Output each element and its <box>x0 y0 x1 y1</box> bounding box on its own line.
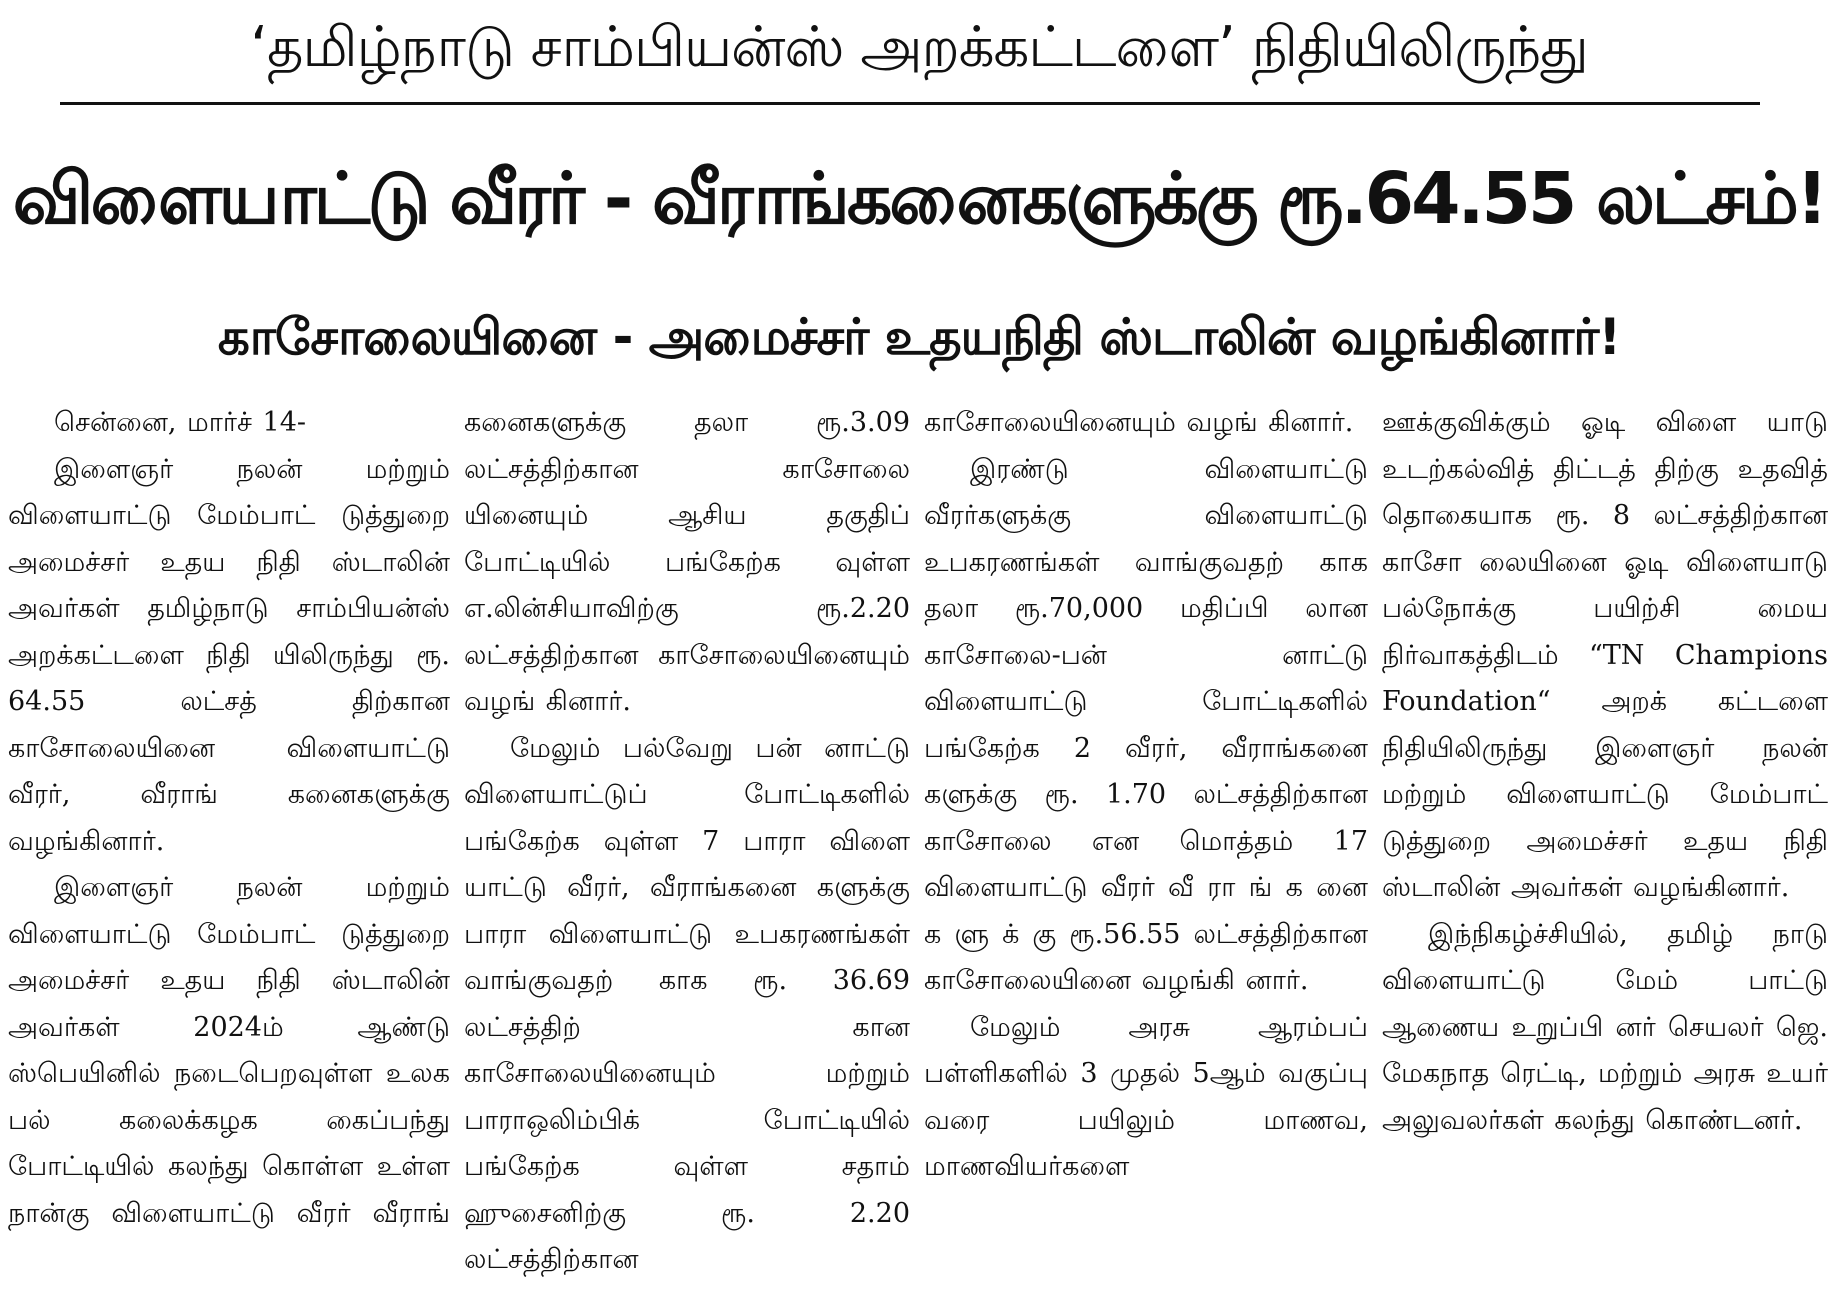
article-column-3 <box>924 400 1368 1304</box>
article-subheadline: காசோலையினை - அமைச்சர் உதயநிதி ஸ்டாலின் வழங்கினார்! <box>217 308 1621 366</box>
article-column-4 <box>1382 400 1828 1304</box>
body-paragraph: இளைஞர் நலன் மற்றும் விளையாட்டு மேம்பாட் டுத்துறை அமைச்சர் உதய நிதி ஸ்டாலின் அவர்கள் தமிழ்நாடு சாம்பியன்ஸ் அறக்கட்டளை நிதி யிலிருந்து ரூ. 64.55 லட்சத் திற்கான காசோலையினை விளையாட்டு வீரர், வீராங் கனைகளுக்கு வழங்கினார். <box>8 453 450 857</box>
article-column-1 <box>8 400 450 1304</box>
body-paragraph: மேலும் பல்வேறு பன் னாட்டு விளையாட்டுப் போட்டிகளில் பங்கேற்க வுள்ள 7 பாரா விளை யாட்டு வீரர், வீராங்கனை களுக்கு பாரா விளையாட்டு உபகரணங்கள் வாங்குவதற் காக ரூ. 36.69 லட்சத்திற் கான காசோலையினையும் மற்றும் பாராஒலிம்பிக் போட்டியில் பங்கேற்க வுள்ள சதாம் ஹுசைனிற்கு ரூ. 2.20 லட்சத்திற்கான <box>464 732 910 1275</box>
body-paragraph: இளைஞர் நலன் மற்றும் விளையாட்டு மேம்பாட் டுத்துறை அமைச்சர் உதய நிதி ஸ்டாலின் அவர்கள் 2024ம் ஆண்டு ஸ்பெயினில் நடைபெறவுள்ள உலக பல் கலைக்கழக கைப்பந்து போட்டியில் கலந்து கொள்ள உள்ள நான்கு விளையாட்டு வீரர் வீராங் <box>8 872 450 1229</box>
article-column-2 <box>464 400 910 1304</box>
body-paragraph: காசோலையினையும் வழங் கினார். <box>924 407 1354 438</box>
body-paragraph: சென்னை, மார்ச் 14- <box>54 407 306 438</box>
article-headline: விளையாட்டு வீரர் - வீராங்கனைகளுக்கு ரூ.64.55 லட்சம்! <box>12 157 1826 240</box>
body-paragraph: கனைகளுக்கு தலா ரூ.3.09 லட்சத்திற்கான காசோலை யினையும் ஆசிய தகுதிப் போட்டியில் பங்கேற்க வுள்ள எ.லின்சியாவிற்கு ரூ.2.20 லட்சத்திற்கான காசோலையினையும் வழங் கினார். <box>464 407 910 717</box>
body-paragraph: ஊக்குவிக்கும் ஓடி விளை யாடு உடற்கல்வித் திட்டத் திற்கு உதவித் தொகையாக ரூ. 8 லட்சத்திற்கான காசோ லையினை ஓடி விளையாடு பல்நோக்கு பயிற்சி மைய நிர்வாகத்திடம் “TN Champions Foundation“ அறக் கட்டளை நிதியிலிருந்து இளைஞர் நலன் மற்றும் விளையாட்டு மேம்பாட் டுத்துறை அமைச்சர் உதய நிதி ஸ்டாலின் அவர்கள் வழங்கினார். <box>1382 407 1828 903</box>
kicker-rule <box>60 102 1760 105</box>
article-body <box>8 400 1830 1304</box>
body-paragraph: இரண்டு விளையாட்டு வீரர்களுக்கு விளையாட்டு உபகரணங்கள் வாங்குவதற் காக தலா ரூ.70,000 மதிப்பி லான காசோலை-பன் னாட்டு விளையாட்டு போட்டிகளில் பங்கேற்க 2 வீரர், வீராங்கனை களுக்கு ரூ. 1.70 லட்சத்திற்கான காசோலை என மொத்தம் 17 விளையாட்டு வீரர் வீ ரா ங் க னை க ளு க் கு ரூ.56.55 லட்சத்திற்கான காசோலையினை வழங்கி னார். <box>924 453 1368 996</box>
body-paragraph: மேலும் அரசு ஆரம்பப் பள்ளிகளில் 3 முதல் 5ஆம் வகுப்பு வரை பயிலும் மாணவ, மாணவியர்களை <box>924 1011 1368 1182</box>
body-paragraph: இந்நிகழ்ச்சியில், தமிழ் நாடு விளையாட்டு மேம் பாட்டு ஆணைய உறுப்பி னர் செயலர் ஜெ. மேகநாத ரெட்டி, மற்றும் அரசு உயர் அலுவலர்கள் கலந்து கொண்டனர். <box>1382 918 1828 1136</box>
article-kicker: ‘தமிழ்நாடு சாம்பியன்ஸ் அறக்கட்டளை’ நிதியிலிருந்து <box>250 15 1588 80</box>
